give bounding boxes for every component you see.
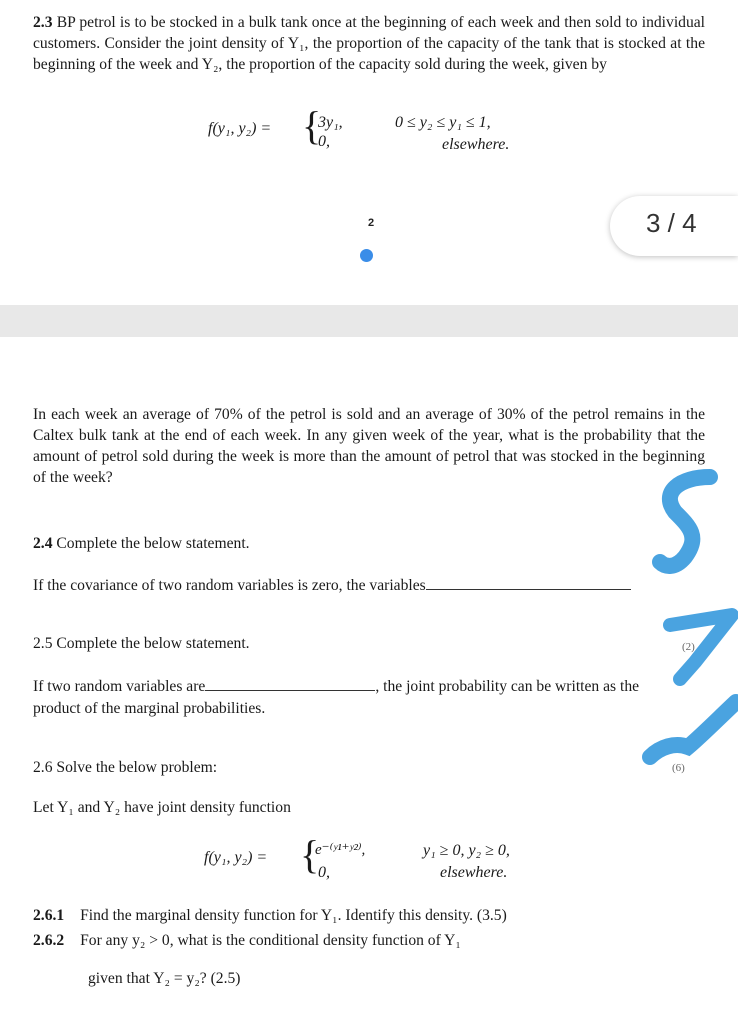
q25-statement-line [33, 676, 639, 696]
q23-eq-brace: { [302, 103, 322, 148]
q26-sub1 [33, 907, 507, 925]
q23-case2-value: 0, [318, 133, 330, 150]
q25-statement-a: If two random variables are [33, 678, 206, 695]
q23-text: BP petrol is to be stocked in a bulk tank once at the beginning of each week and then sold to individual customers. Consider the joint density of Y₁, the proportion of the capacity of the tank that is stocked at the beginning of the week and Y₂, the proportion of the capacity sold during the week, given by [33, 14, 705, 73]
q24-heading [33, 535, 250, 553]
q26-sub1-text: Find the marginal density function for Y₁. Identify this density. (3.5) [80, 907, 507, 924]
q23-marks: (2) [676, 476, 689, 488]
q26-heading [33, 759, 217, 777]
q25-heading [33, 635, 250, 653]
q26-case1-value: e⁻⁽ʸ¹⁺ʸ²⁾, [315, 842, 366, 858]
q26-case2-cond: elsewhere. [440, 864, 508, 881]
handwritten-annotations [640, 457, 738, 777]
q26-sub2-cont: given that Y₂ = y₂? (2.5) [88, 970, 241, 987]
q26-sub2 [33, 932, 461, 950]
q26-sub1-number: 2.6.1 [33, 907, 65, 924]
q23-number: 2.3 [33, 14, 53, 31]
q25-answer-blank[interactable] [205, 676, 375, 691]
q26-title: Solve the below problem: [56, 759, 218, 776]
q23-continuation: In each week an average of 70% of the petrol is sold and an average of 30% of the petrol remains in the Caltex bulk tank at the end of each week. In any given week of the year, what is the probability that the amount of petrol sold during the week is more than the amount of petrol that was stocked in the beginning of the week? [33, 406, 705, 486]
page-counter-badge[interactable] [610, 196, 738, 256]
q24-statement-line [33, 575, 631, 595]
page-top [0, 0, 738, 305]
q24-title: Complete the below statement. [56, 535, 250, 552]
q26-case1-cond: y₁ ≥ 0, y₂ ≥ 0, [423, 842, 510, 859]
q26-sub2-text: For any y₂ > 0, what is the conditional density function of Y₁ [80, 932, 461, 949]
q23-paragraph [33, 12, 705, 75]
scroll-indicator-dot[interactable] [360, 249, 373, 262]
page-bottom [0, 337, 738, 1013]
q24-statement: If the covariance of two random variables is zero, the variables [33, 577, 426, 594]
q25-marks: (2) [682, 641, 695, 653]
page-counter-text: 3 / 4 [646, 208, 697, 238]
q26-number: 2.6 [33, 759, 53, 776]
page-label: 2 [368, 217, 375, 229]
q24-answer-blank[interactable] [426, 575, 631, 590]
q26-case2-value: 0, [318, 864, 330, 881]
q25-statement-b: , the joint probability can be written as the [375, 678, 640, 695]
q25-title: Complete the below statement. [56, 635, 250, 652]
q23-case1-cond: 0 ≤ y₂ ≤ y₁ ≤ 1, [395, 114, 491, 131]
page-separator [0, 305, 738, 337]
q26-eq-lhs: f(y₁, y₂) = [204, 849, 268, 866]
annotation-check-stroke [650, 702, 736, 757]
q24-number: 2.4 [33, 535, 53, 552]
q23-case1-value: 3y₁, [318, 114, 343, 131]
annotation-z-stroke [670, 615, 732, 679]
q23-case2-cond: elsewhere. [442, 136, 510, 153]
q26-eq-brace: { [300, 832, 320, 877]
q23-eq-lhs: f(y₁, y₂) = [208, 120, 272, 137]
q26-intro: Let Y₁ and Y₂ have joint density function [33, 799, 291, 816]
q25-number: 2.5 [33, 635, 53, 652]
q26-sub2-number: 2.6.2 [33, 932, 65, 949]
q25-statement-cont: product of the marginal probabilities. [33, 700, 266, 717]
q26-marks: (6) [672, 762, 685, 774]
annotation-s-stroke [660, 477, 710, 566]
